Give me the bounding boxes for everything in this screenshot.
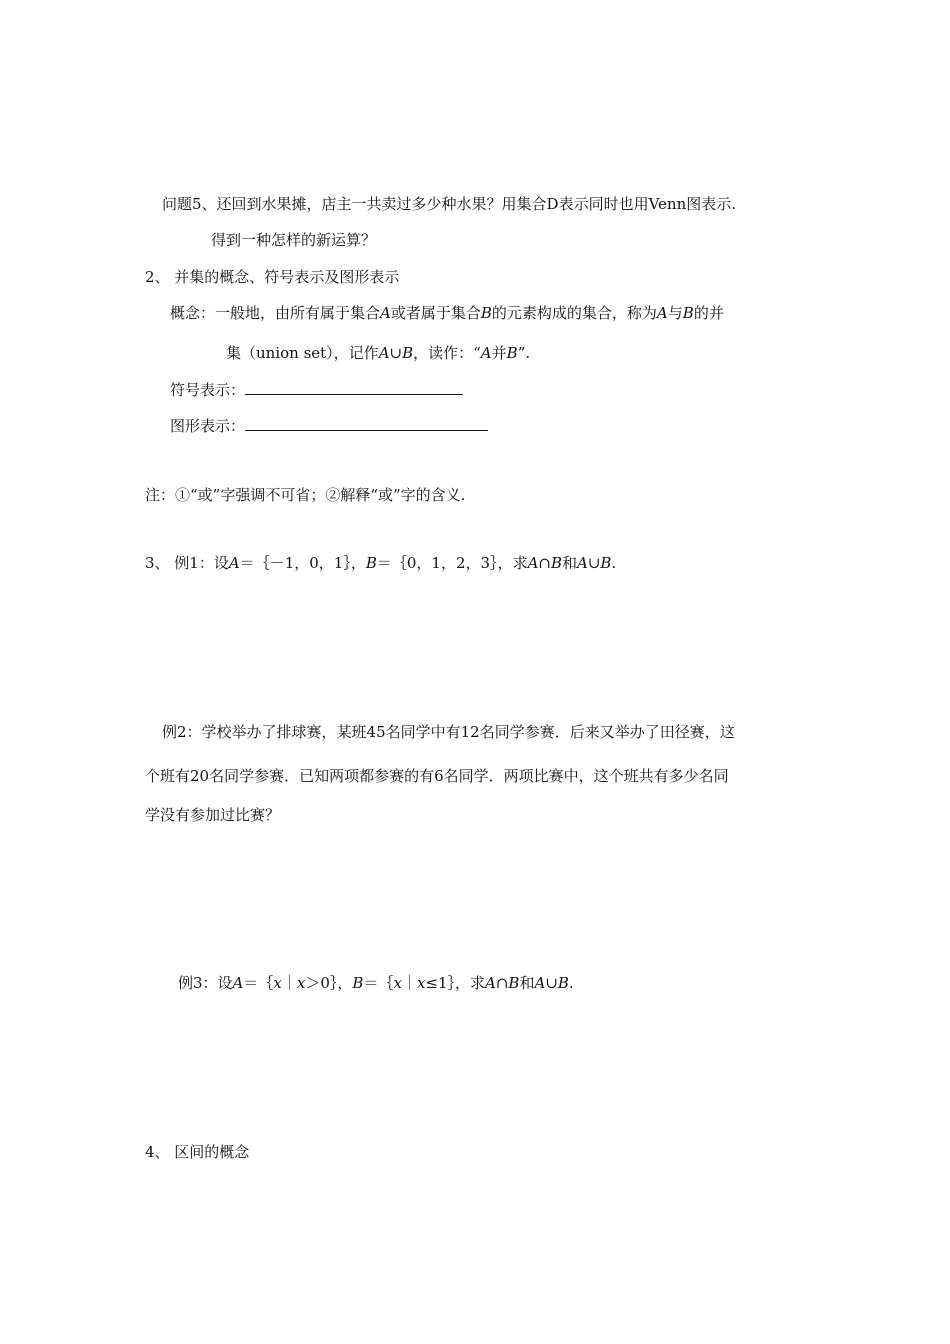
- example-2-line-3: 学没有参加过比赛？: [145, 806, 281, 824]
- set-a: A: [232, 974, 244, 992]
- ex3-text: 和: [519, 974, 535, 992]
- symbol-representation: [170, 380, 463, 400]
- set-b: B: [682, 304, 694, 322]
- ex1-text: ＝｛－1，0，1｝，: [239, 554, 366, 572]
- union-notation: A∪B: [378, 344, 414, 362]
- example-2-line-2: 个班有20名同学参赛．已知两项都参赛的有6名同学．两项比赛中，这个班共有多少名同: [145, 767, 729, 785]
- figure-representation: [170, 416, 488, 436]
- example-2-line-1: 例2：学校举办了排球赛，某班45名同学中有12名同学参赛．后来又举办了田径赛，这: [162, 723, 735, 741]
- concept-text: 的并: [693, 304, 724, 322]
- variable-x: x: [296, 974, 306, 992]
- symbol-label: 符号表示：: [170, 381, 246, 399]
- set-a: A: [228, 554, 240, 572]
- concept-text: 的元素构成的集合，称为: [491, 304, 657, 322]
- ex1-text: 3、 例1：设: [145, 554, 229, 572]
- set-a: A: [480, 344, 492, 362]
- set-b: B: [506, 344, 518, 362]
- ex3-text: ＝｛: [243, 974, 274, 992]
- section-4-heading: 4、 区间的概念: [145, 1143, 250, 1161]
- concept-text: 概念：一般地，由所有属于集合: [170, 304, 381, 322]
- question-5-line-1: 问题5、还回到水果摊，店主一共卖过多少种水果？用集合D表示同时也用Venn图表示.: [162, 195, 736, 213]
- ex1-text: 和: [562, 554, 578, 572]
- ex3-text: .: [568, 974, 574, 992]
- set-a: A: [380, 304, 391, 322]
- variable-x: x: [416, 974, 426, 992]
- intersection-notation: A∩B: [527, 554, 562, 572]
- union-notation: A∪B: [577, 554, 612, 572]
- figure-label: 图形表示：: [170, 417, 246, 435]
- concept-text: ，读作：“: [413, 344, 481, 362]
- union-concept-line-2: [226, 343, 530, 363]
- intersection-notation: A∩B: [485, 974, 520, 992]
- ex3-text: 例3：设: [178, 974, 233, 992]
- ex1-text: ＝｛0，1，2，3｝，求: [376, 554, 528, 572]
- figure-blank-line: [245, 416, 488, 431]
- symbol-blank-line: [245, 380, 463, 395]
- ex3-text: ｜: [401, 974, 417, 992]
- union-concept-line-1: [170, 303, 724, 323]
- ex3-text: ＞0｝，: [305, 974, 353, 992]
- ex3-text: ＝｛: [363, 974, 394, 992]
- concept-text: 或者属于集合: [390, 304, 481, 322]
- variable-x: x: [393, 974, 402, 992]
- set-b: B: [480, 304, 492, 322]
- concept-text: 并: [491, 344, 507, 362]
- example-1: [145, 553, 616, 573]
- note: 注：①“或”字强调不可省；②解释“或”字的含义.: [145, 486, 466, 504]
- concept-text: 集（union set），记作: [226, 344, 379, 362]
- union-notation: A∪B: [534, 974, 569, 992]
- ex3-text: ｜: [281, 974, 297, 992]
- ex3-text: ≤1｝，求: [425, 974, 486, 992]
- concept-text: 与: [667, 304, 683, 322]
- set-a: A: [656, 304, 668, 322]
- set-b: B: [365, 554, 377, 572]
- variable-x: x: [273, 974, 282, 992]
- ex1-text: .: [611, 554, 617, 572]
- section-2-heading: 2、 并集的概念、符号表示及图形表示: [145, 268, 400, 286]
- concept-text: ”.: [517, 344, 531, 362]
- question-5-line-2: 得到一种怎样的新运算？: [211, 231, 377, 249]
- example-3: [178, 973, 574, 993]
- set-b: B: [352, 974, 364, 992]
